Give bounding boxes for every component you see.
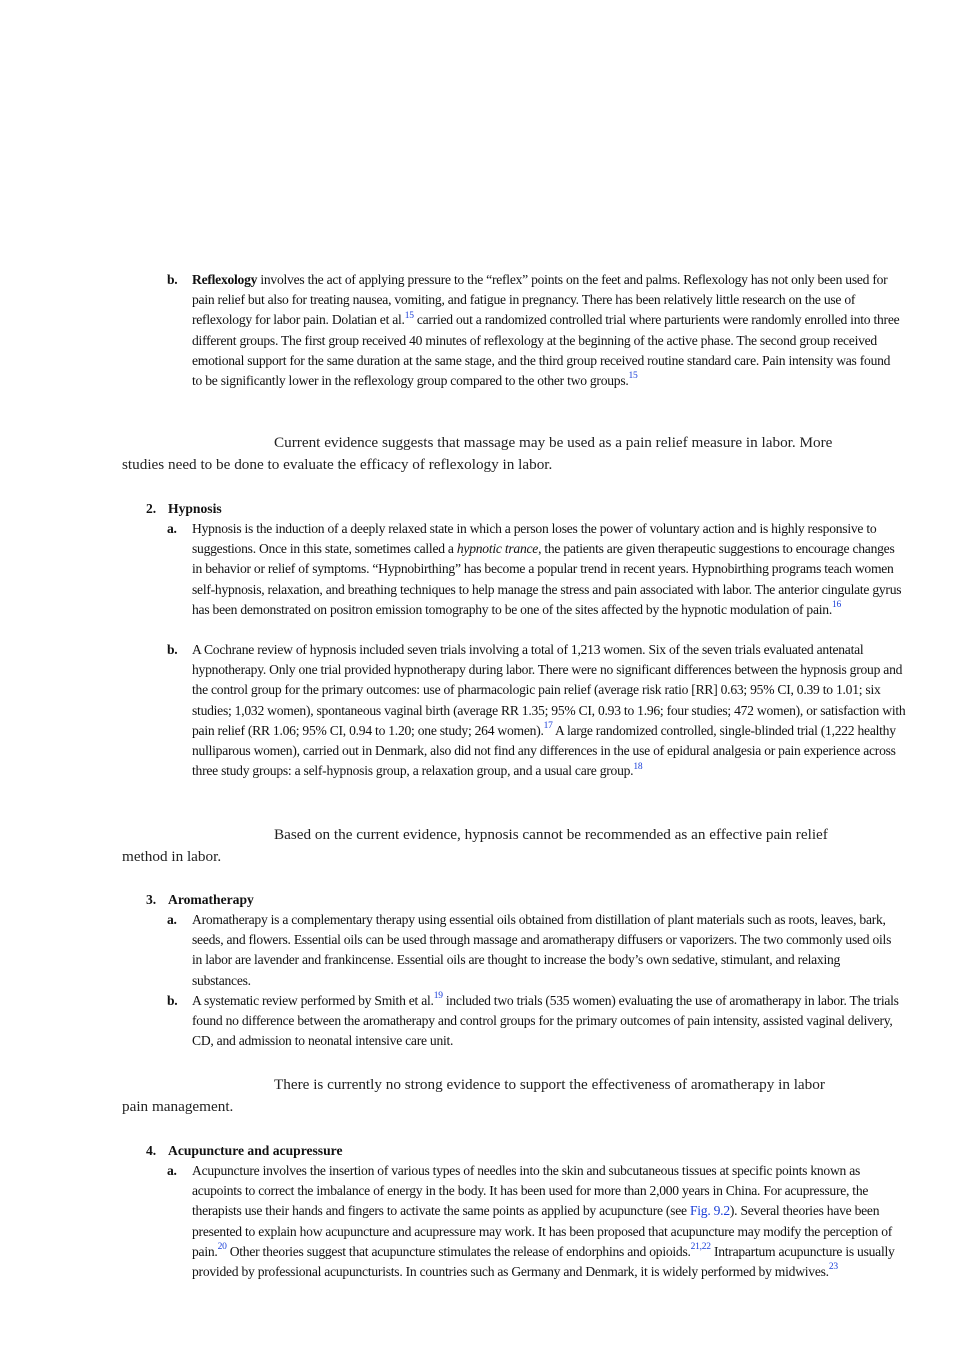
list-marker: a. — [167, 912, 177, 927]
citation-ref[interactable]: 15 — [628, 371, 638, 382]
section-heading-hypnosis: 2. Hypnosis — [146, 501, 222, 516]
section-heading-acupuncture: 4. Acupuncture and acupressure — [146, 1143, 343, 1158]
evidence-summary-hypnosis: Based on the current evidence, hypnosis cannot be recommended as an effective pain relief method in labor. — [122, 826, 828, 865]
citation-ref[interactable]: 20 — [217, 1242, 227, 1253]
reflexology-text: Reflexology involves the act of applying pressure to the “reflex” points on the feet and palms. Reflexology has not only been used for pain relief but also for treating nausea, vomiting, and fatigue in pregnancy. There has been relatively little research on the use of reflexology for labor pain. Dolatian et al.$^{15}$ carried out a randomized controlled trial where parturients were randomly enrolled into three different groups. The first group received 40 minutes of reflexology at the beginning of the active phase. The second group received emotional support for the same duration at the same stage, and the third group received routine standard care. Pain intensity was found to be significantly lower in the reflexology group compared to the other two groups.$^{15}$ — [192, 272, 900, 389]
reflexology-item — [167, 270, 902, 391]
citation-ref[interactable]: 15 — [404, 310, 414, 321]
aromatherapy-item-a: a. Aromatherapy is a complementary therapy using essential oils obtained from distillation of plant materials such as roots, leaves, bark, seeds, and flowers. Essential oils can be used through massage and aromatherapy diffusers or vaporizers. The two commonly used oils in labor are lavender and frankincense. Essential oils are thought to increase the body’s own sedative, stimulant, and relaxing substances. — [167, 912, 892, 988]
figure-link[interactable]: Fig. 9.2 — [689, 1203, 730, 1219]
section-heading-aromatherapy: 3. Aromatherapy — [146, 892, 254, 907]
list-marker: a. — [167, 521, 177, 536]
list-marker: b. — [167, 272, 178, 287]
list-marker: a. — [167, 1163, 177, 1178]
citation-ref[interactable]: 19 — [433, 991, 443, 1002]
evidence-summary-aromatherapy: There is currently no strong evidence to support the effectiveness of aromatherapy in labor pain management. — [122, 1076, 825, 1115]
term-reflexology: Reflexology — [192, 272, 258, 287]
list-marker: b. — [167, 642, 178, 657]
citation-ref[interactable]: 23 — [828, 1262, 838, 1273]
evidence-summary-massage: Current evidence suggests that massage may be used as a pain relief measure in labor. More studies need to be done to evaluate the efficacy of reflexology in labor. — [122, 434, 833, 473]
citation-ref[interactable]: 17 — [543, 721, 553, 732]
acupuncture-item-a: a. Acupuncture involves the insertion of various types of needles into the skin and subcutaneous tissues at specific points known as acupoints to correct the imbalance of energy in the body. It has been used for more than 2,000 years in China. For acupressure, the therapists use their hands and fingers to activate the same points as applied by acupuncture (see Fig. 9.2). Several theories have been presented to explain how acupuncture and acupressure may work. It has been proposed that acupuncture may modify the perception of pain.$^{20}$ Other theories suggest that acupuncture stimulates the release of endorphins and opioids.$^{21,22}$ Intrapartum acupuncture is usually provided by professional acupuncturists. In countries such as Germany and Denmark, it is widely performed by midwives.$^{23}$ — [167, 1163, 895, 1280]
hypnosis-item-b: b. A Cochrane review of hypnosis included seven trials involving a total of 1,213 women. Six of the seven trials evaluated antenatal hypnotherapy. Only one trial provided hypnotherapy during labor. There were no significant differences between the hypnosis group and the control group for the primary outcomes: use of pharmacologic pain relief (average risk ratio [RR] 0.63; 95% CI, 0.39 to 1.01; six studies; 1,032 women), spontaneous vaginal birth (average RR 1.35; 95% CI, 0.93 to 1.96; four studies; 472 women), or satisfaction with pain relief (RR 1.06; 95% CI, 0.94 to 1.20; one study; 264 women).$^{17}$ A large randomized controlled, single-blinded trial (1,222 healthy nulliparous women), carried out in Denmark, also did not find any differences in the use of epidural analgesia or pain experience across three study groups: a self-hypnosis group, a relaxation group, and a usual care group.$^{18}$ — [167, 642, 906, 779]
aromatherapy-item-b: b. A systematic review performed by Smith et al.$^{19}$ included two trials (535 women) evaluating the use of aromatherapy in labor. The trials found no difference between the aromatherapy and control groups for the primary outcomes of pain intensity, assisted vaginal delivery, CD, and admission to neonatal intensive care unit. — [167, 991, 899, 1049]
hypnosis-item-a: a. Hypnosis is the induction of a deeply relaxed state in which a person loses the power of voluntary action and is highly responsive to suggestions. Once in this state, sometimes called a hypnotic trance, the patients are given therapeutic suggestions to encourage changes in behavior or relief of symptoms. “Hypnobirthing” has become a popular trend in recent years. Hypnobirthing programs teach women self-hypnosis, relaxation, and breathing techniques to help manage the stress and pain associated with labor. The anterior cingulate gyrus has been demonstrated on positron emission tomography to be one of the sites affected by the hypnotic modulation of pain.$^{16}$ — [167, 521, 902, 617]
citation-ref[interactable]: 18 — [633, 761, 643, 772]
citation-ref[interactable]: 16 — [831, 600, 841, 611]
list-marker: b. — [167, 993, 178, 1008]
citation-ref[interactable]: 21,22 — [690, 1242, 711, 1253]
